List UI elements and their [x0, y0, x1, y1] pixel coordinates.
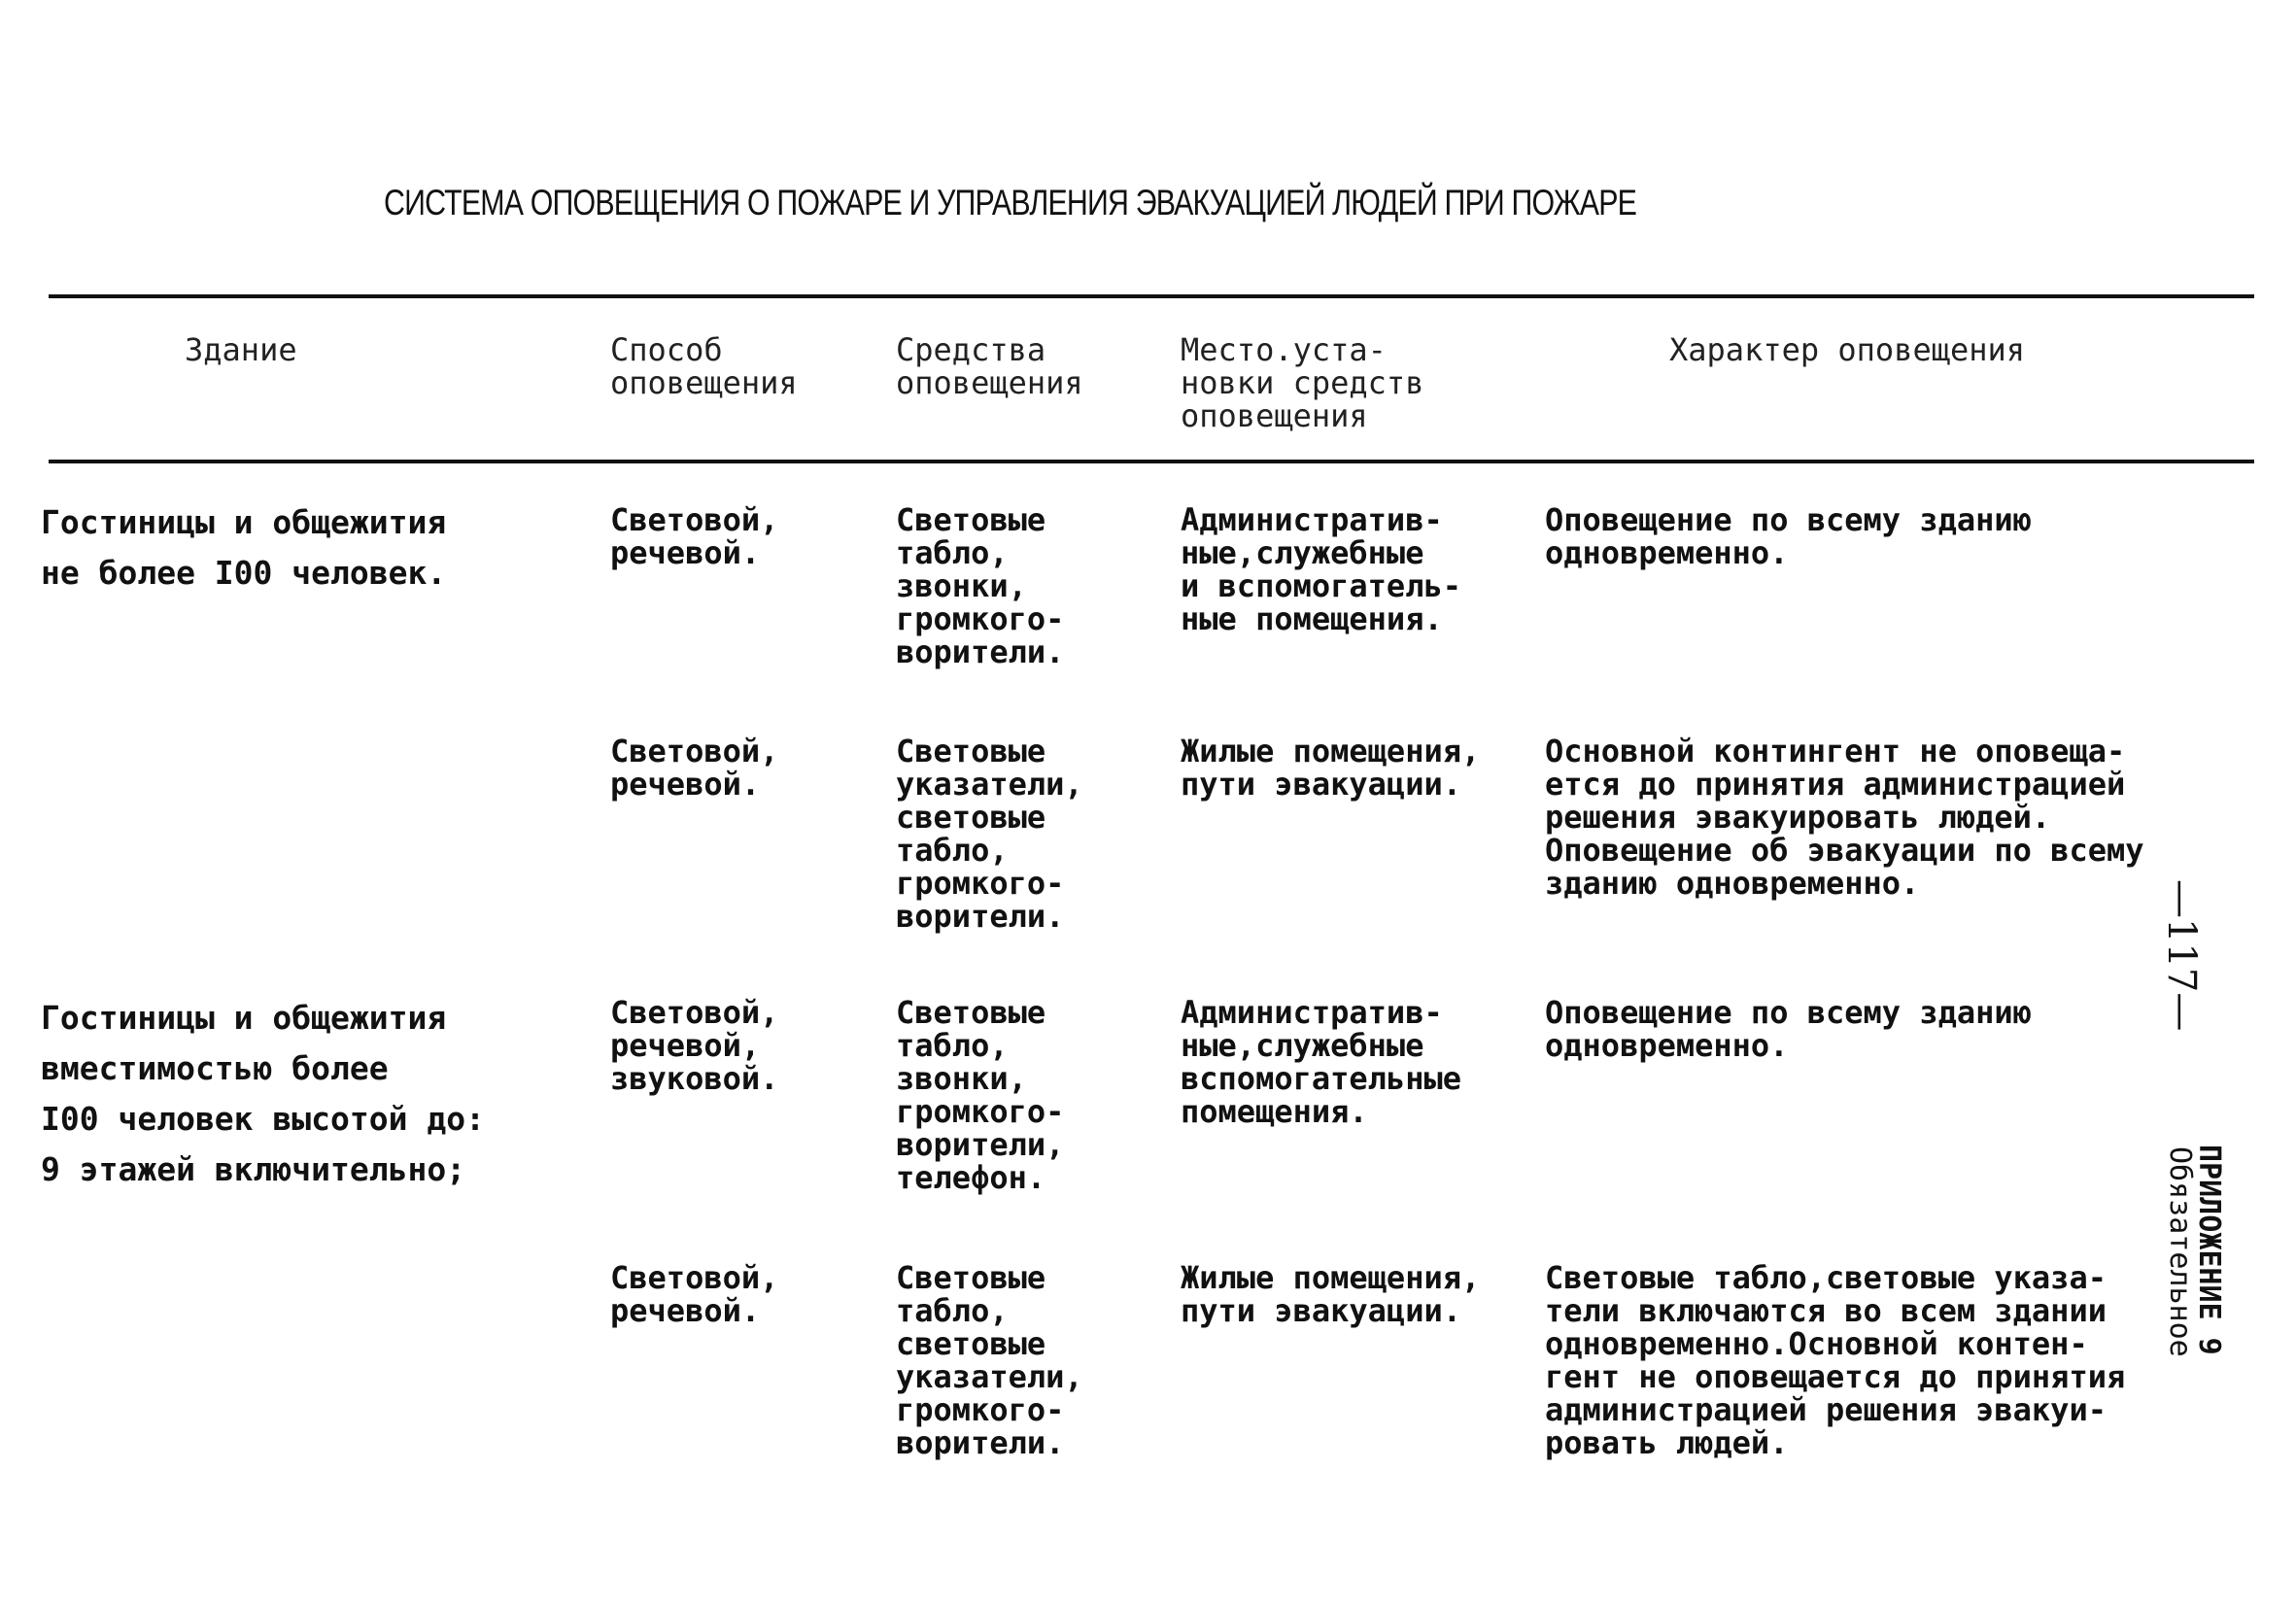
row-1-method: Световой, речевой.	[610, 501, 779, 571]
header-means: Средства оповещения	[896, 331, 1083, 401]
row-4-means: Световые табло, световые указатели, громкого- ворители.	[896, 1259, 1083, 1461]
header-character: Характер оповещения	[1669, 331, 2026, 368]
table-header-rule	[49, 460, 2254, 463]
row-3-place: Административ- ные,служебные вспомогательные помещения.	[1181, 994, 1461, 1130]
row-3-method: Световой, речевой, звуковой.	[610, 994, 779, 1097]
row-2-method: Световой, речевой.	[610, 733, 779, 803]
header-method: Способ оповещения	[610, 331, 798, 401]
page-number-mark: —117—	[2159, 879, 2204, 1032]
row-3-building: Гостиницы и общежития вместимостью более I00 человек высотой до: 9 этажей включительно;	[41, 999, 485, 1188]
row-3-character: Оповещение по всему зданию одновременно.	[1545, 994, 2032, 1064]
row-3-means: Световые табло, звонки, громкого- ворители, телефон.	[896, 994, 1065, 1196]
table-top-rule	[49, 294, 2254, 298]
row-4-character: Световые табло,световые указа- тели включаются во всем здании одновременно.Основной контен- гент не оповещается до принятия администрацией решения эвакуи- ровать людей.	[1545, 1259, 2126, 1461]
header-building: Здание	[185, 331, 297, 368]
row-1-place: Административ- ные,служебные и вспомогатель- ные помещения.	[1181, 501, 1461, 637]
document-title: СИСТЕМА ОПОВЕЩЕНИЯ О ПОЖАРЕ И УПРАВЛЕНИЯ ЭВАКУАЦИЕЙ ЛЮДЕЙ ПРИ ПОЖАРЕ	[384, 183, 1637, 222]
header-place: Место.уста- новки средств оповещения	[1181, 331, 1424, 434]
row-4-method: Световой, речевой.	[610, 1259, 779, 1329]
row-2-means: Световые указатели, световые табло, громкого- ворители.	[896, 733, 1083, 935]
row-1-character: Оповещение по всему зданию одновременно.	[1545, 501, 2032, 571]
appendix-status: Обязательное	[2163, 1146, 2197, 1357]
row-2-place: Жилые помещения, пути эвакуации.	[1181, 733, 1481, 803]
row-2-character: Основной контингент не оповеща- ется до принятия администрацией решения эвакуировать людей. Оповещение об эвакуации по всему зданию одновременно.	[1545, 733, 2144, 902]
row-1-means: Световые табло, звонки, громкого- ворители.	[896, 501, 1065, 670]
row-1-building: Гостиницы и общежития не более I00 человек.	[41, 503, 447, 592]
row-4-place: Жилые помещения, пути эвакуации.	[1181, 1259, 1481, 1329]
appendix-label: ПРИЛОЖЕНИЕ 9	[2192, 1145, 2226, 1355]
